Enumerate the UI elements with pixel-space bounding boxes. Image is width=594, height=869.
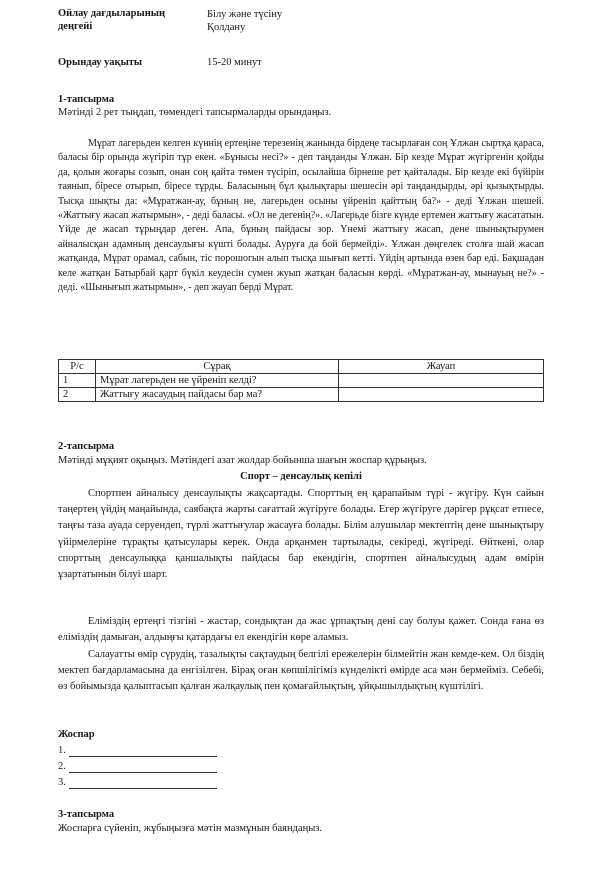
table-cell-question: Мұрат лагерьден не үйреніп келді? (96, 374, 339, 388)
level-value (207, 8, 282, 34)
task1-instruction: Мәтінді 2 рет тыңдап, төмендегі тапсырмаларды орындаңыз. (58, 107, 332, 118)
task3-title: 3-тапсырма (58, 809, 115, 820)
task2-instruction: Мәтінді мұқият оқыңыз. Мәтіндегі азат жолдар бойынша шағын жоспар құрыңыз. (58, 455, 427, 466)
level-label-line2: деңгейі (58, 21, 93, 32)
plan-item-number: 2. (58, 761, 66, 772)
level-value-line2: Қолдану (207, 22, 246, 33)
plan-item-3 (58, 776, 217, 789)
table-cell-question: Жаттығу жасаудың пайдасы бар ма? (96, 388, 339, 402)
task2-paragraph-2: Еліміздің ертеңгі тізгіні - жастар, сондықтан да жас ұрпақтың дені сау болуы қажет. Сонда ғана өз еліміздің дамыған, алдыңғы қатардағы ел екендігін көре аламыз. (58, 616, 544, 644)
task2-title: 2-тапсырма (58, 441, 115, 452)
level-label-line1: Ойлау дағдыларының (58, 8, 166, 19)
task3-instruction: Жоспарға сүйеніп, жұбыңызға мәтін мазмұнын баяндаңыз. (58, 823, 323, 834)
table-header-question: Сұрақ (96, 360, 339, 374)
plan-item-1 (58, 744, 217, 757)
table-header-answer: Жауап (339, 360, 544, 374)
table-header-row (59, 360, 544, 374)
plan-item-blank[interactable] (69, 762, 217, 773)
plan-item-blank[interactable] (69, 778, 217, 789)
time-label: Орындау уақыты (58, 57, 143, 68)
task1-title: 1-тапсырма (58, 94, 115, 105)
table-cell-answer[interactable] (339, 388, 544, 402)
question-table (58, 359, 544, 402)
table-header-num: Р/с (59, 360, 96, 374)
plan-item-blank[interactable] (69, 746, 217, 757)
plan-item-2 (58, 760, 217, 773)
task2-paragraph-1: Спортпен айналысу денсаулықты жақсартады. Спорттың ең қарапайым түрі - жүгіру. Күн сайын таңертең үйдің маңайында, саябақта жарты сағаттай жүгіруге болады. Егер жүгіруге дәрігер рұқсат етпесе, таңғы таза ауада серуендеп, түрлі жаттығулар жасауға болады. Білім алушылар мектептің дене шынықтыру үйірмелеріне тұрақты қатысулары керек. Онда арқанмен тартылады, секіреді, жүгіреді. Өйткені, олар спорттың денсаулыққа қаншалықты пайдасы бар екендігін, спортпен айналысудың адам өмірін ұзартатынын білуі шарт. (58, 488, 544, 581)
text-title: Спорт – денсаулық кепілі (240, 471, 362, 482)
task1-text: Мұрат лагерьден келген күннің ертеңіне терезенің жанында бірдеңе тасырлаған соң Ұлжан сыртқа қараса, баласы бір орында жүгіріп тұр екен. «Бұнысы несі?» - деп таңданды Ұлжан. Бір кезде Мұрат жүгіргенін қойды да, қолын жоғары созып, онан соң қайта төмен түсіріп, осылайша бірнеше рет қайталады. Бір кезде екі бүйірін таянып, біресе отырып, біресе тұрды. Баласының бұл қылықтары шешесін әрі таңдандырды, әрі қызықтырды. Тысқа шықты да: «Мұратжан-ау, бұның не, лагерьден осыны үйреніп қайттың ба?» - деді Ұлжан шешей. «Жаттығу жасап жатырмын», - деді баласы. «Ол не дегенің?». «Лагерьде бізге күнде ертемен жаттығу жасататын. Үйде де жасап тұрыңдар деген. Апа, бұның пайдасы зор. Үнемі жаттығу жасап, дене шынықтырумен айналысқан адамның денсаулығы күшті болады. Ауруға да бой бермейді». Ұлжан дөңгелек столға шай жасап жатқанда, Мұрат орамал, сабын, тіс порошогын алып тысқа шығып кетті. Үйдің артында өзен бар еді. Бақшадан келе жатқан Батырбай қарт бүкіл кеудесін сумен жуып жатқан баласын көрді. «Мұратжан-ау, мынауың не?» - деді. «Шынығып жатырмын», - деп жауап берді Мұрат. (58, 138, 544, 294)
table-row (59, 374, 544, 388)
plan-item-number: 1. (58, 745, 66, 756)
table-row (59, 388, 544, 402)
time-value: 15-20 минут (207, 57, 262, 68)
level-label (58, 7, 165, 33)
level-value-line1: Білу және түсіну (207, 9, 283, 20)
plan-item-number: 3. (58, 777, 66, 788)
table-cell-answer[interactable] (339, 374, 544, 388)
table-cell-num: 1 (59, 374, 96, 388)
task2-paragraph-3: Салауатты өмір сүрудің, тазалықты сақтаудың белгілі ережелерін білмейтін жан кемде-кем. Ол біздің мектеп бағдарламасына да енгізілген. Бірақ оған көпшілігіміз күнделікті өмірде аса мән бермейміз. Себебі, өз бойымызда қалыптасып қалған жалқаулық пен қомағайлықтың, ұйқышылдықтың күштілігі. (58, 649, 544, 693)
plan-title: Жоспар (58, 729, 95, 740)
table-cell-num: 2 (59, 388, 96, 402)
